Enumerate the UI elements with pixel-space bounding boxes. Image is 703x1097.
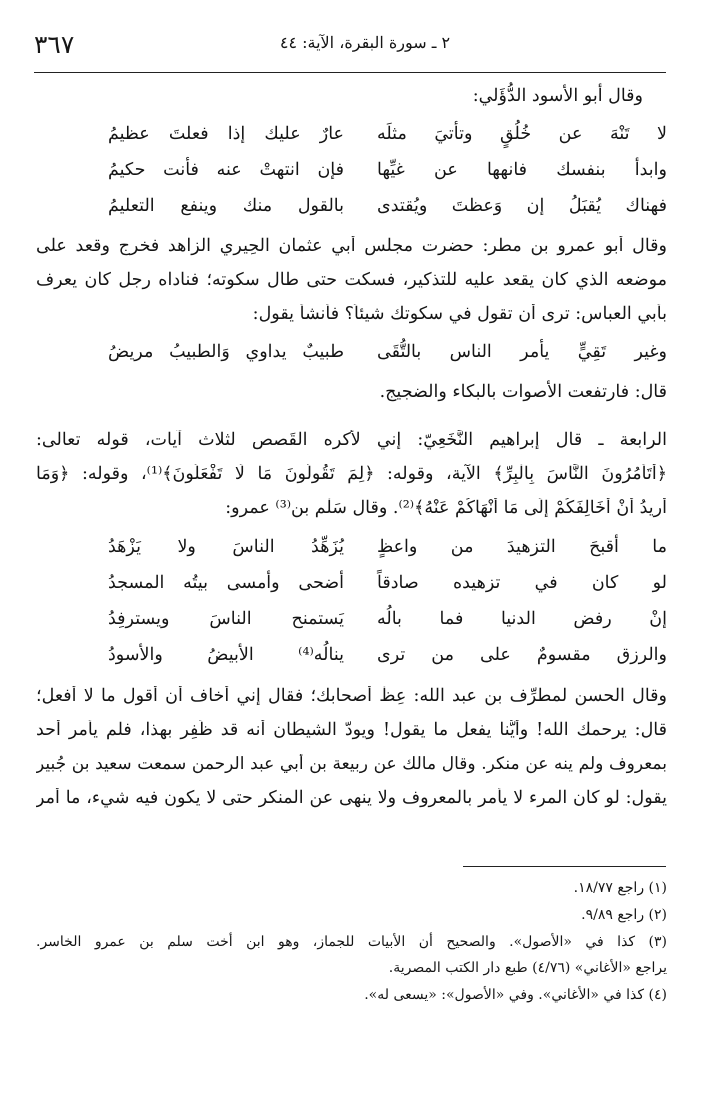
- verse-hemistich-right: ما أقبحَ التزهيدَ من واعظٍ: [377, 537, 667, 557]
- paragraph-line: قال: فارتفعت الأصوات بالبكاء والضجيج.: [379, 382, 667, 402]
- verse-hemistich-left: يُزَهِّدُ الناسَ ولا يَزْهَدُ: [108, 537, 344, 557]
- paragraph-line: موضعه الذي كان يقعد عليه للتذكير، فسكت حتى طال سكوته؛ فناداه رجل كان يعرف: [36, 270, 667, 290]
- verse-hemistich-right: وابدأ بنفسك فانهها عن غيِّها: [377, 160, 667, 180]
- verse-hemistich-left: ينالُه⁽⁴⁾ الأبيضُ والأسودُ: [108, 645, 344, 665]
- paragraph-line: وقال أبو عمرو بن مطر: حضرت مجلس أبي عثمان الحِيري الزاهد فخرج وقعد على: [36, 236, 667, 256]
- verse-hemistich-right: لا تَنْهَ عن خُلُقٍ وتأتيَ مثلَه: [377, 124, 667, 144]
- verse-hemistich-right: وغير تَقِيٍّ يأمر الناس بالتُّقَى: [377, 342, 667, 362]
- verse-hemistich-left: أضحى وأمسى بيتُه المسجدُ: [108, 573, 344, 593]
- paragraph-line: الرابعة ـ قال إبراهيم النَّخَعِيّ: إني لأكره القَصص لثلاث آيات، قوله تعالى:: [36, 430, 667, 450]
- paragraph-line: أُرِيدُ أَنْ أُخَالِفَكُمْ إِلَى مَا أَنْهَاكُمْ عَنْهُ﴾⁽²⁾. وقال سَلْم بن⁽³⁾ عمرو:: [225, 498, 667, 518]
- footnote: (٤) كذا في «الأغاني». وفي «الأصول»: «يسعى له».: [364, 987, 667, 1003]
- header-divider: [34, 72, 666, 73]
- verse-hemistich-right: والرزق مقسومٌ على من ترى: [377, 645, 667, 665]
- footnote: (٢) راجع ٩/٨٩.: [581, 907, 667, 923]
- verse-hemistich-left: يَستمنح الناسَ ويسترفِدُ: [108, 609, 344, 629]
- paragraph-line: بمعروف ولم ينه عن منكر. وقال مالك عن ربيعة بن أبي عبد الرحمن سمعت سعيد بن جُبير: [36, 754, 667, 774]
- footnote: (٣) كذا في «الأصول». والصحيح أن الأبيات للجماز، وهو ابن أخت سلم بن عمرو الخاسر.: [36, 934, 667, 950]
- page-number: ٣٦٧: [34, 30, 75, 59]
- verse-hemistich-right: إنْ رفض الدنيا فما بالُه: [377, 609, 667, 629]
- paragraph-line: بأبي العباس: ترى أن تقول في سكوتك شيئاً؟ فأنشأ يقول:: [252, 304, 667, 324]
- section-intro: وقال أبو الأسود الدُّؤَلي:: [472, 86, 643, 106]
- footnote-divider: [463, 866, 666, 867]
- verse-hemistich-left: طبيبٌ يداوي وَالطبيبُ مريضُ: [108, 342, 344, 362]
- paragraph-line: وقال الحسن لمطرِّف بن عبد الله: عِظْ أصحابك؛ فقال إني أخاف أن أقول ما لا أفعل؛: [36, 686, 667, 706]
- verse-hemistich-left: بالقول منك وينفع التعليمُ: [108, 196, 344, 216]
- footnote-continuation: يراجع «الأغاني» (٤/٧٦) طبع دار الكتب المصرية.: [388, 960, 667, 976]
- running-header-title: ٢ ـ سورة البقرة، الآية: ٤٤: [279, 33, 451, 52]
- footnote: (١) راجع ١٨/٧٧.: [573, 880, 667, 896]
- verse-hemistich-right: لو كان في تزهيده صادقاً: [377, 573, 667, 593]
- paragraph-line: ﴿أَتَأْمُرُونَ النَّاسَ بِالْبِرِّ﴾ الآية، وقوله: ﴿لِمَ تَقُولُونَ مَا لَا تَفْعَلُونَ﴾⁽¹⁾، وقوله: ﴿وَمَا: [36, 464, 667, 484]
- paragraph-line: قال: يرحمك الله! وأيُّنا يفعل ما يقول! ويودّ الشيطان أنه قد ظَفِر بهذا، فلم يأمر أحد: [36, 720, 667, 740]
- verse-hemistich-right: فهناك يُقبَلُ إن وَعظتَ ويُقتدى: [377, 196, 667, 216]
- paragraph-line: يقول: لو كان المرء لا يأمر بالمعروف ولا ينهى عن المنكر حتى لا يكون فيه شيء، ما أمر: [36, 788, 667, 808]
- verse-hemistich-left: عارٌ عليك إذا فعلتَ عظيمُ: [108, 124, 344, 144]
- verse-hemistich-left: فإن انتهتْ عنه فأنت حكيمُ: [108, 160, 344, 180]
